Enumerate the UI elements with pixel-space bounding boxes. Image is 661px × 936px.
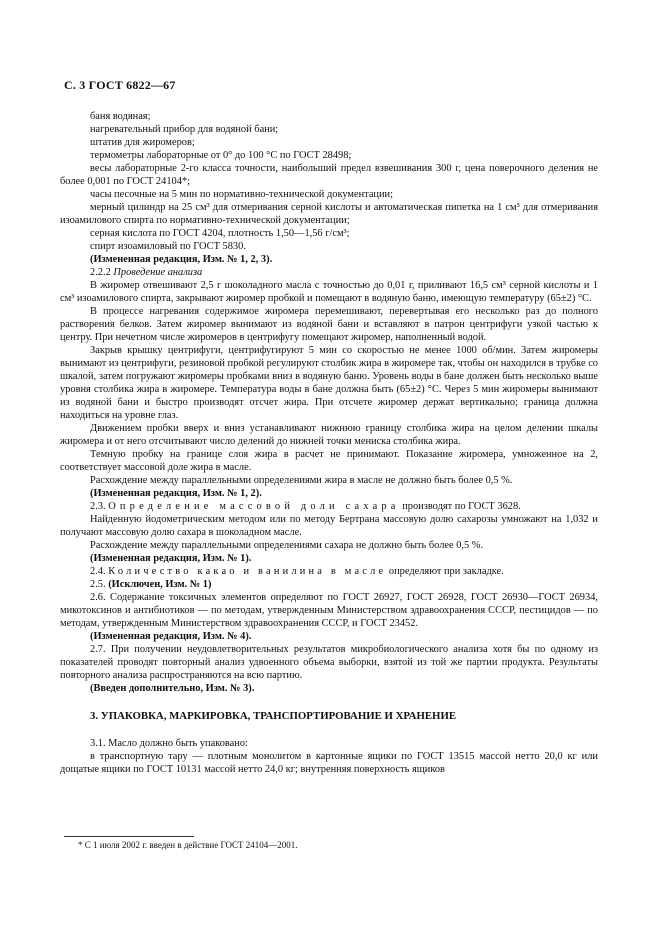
paragraph: Расхождение между параллельными определениями жира в масле не должно быть более 0,5 %. [90,475,513,486]
section-heading: 3. УПАКОВКА, МАРКИРОВКА, ТРАНСПОРТИРОВАНИЕ И ХРАНЕНИЕ [90,710,457,722]
paragraph: Темную пробку на границе слоя жира в расчет не принимают. Показание жиромера, умноженное на 2, соответствует массовой доле жира в масле. [60,449,598,473]
clause-number: 2.5. [90,579,106,590]
excluded-note: (Исключен, Изм. № 1) [108,579,212,590]
spacer [60,695,598,709]
paragraph: весы лабораторные 2-го класса точности, наибольший предел взвешивания 300 г, цена поверочного деления не более 0,001 по ГОСТ 24104*; [60,163,598,187]
paragraph: нагревательный прибор для водяной бани; [90,124,279,135]
amendment-note-text: (Измененная редакция, Изм. № 1). [90,553,252,564]
spacer [60,723,598,737]
amendment-note [60,253,598,266]
paragraph: серная кислота по ГОСТ 4204, плотность 1,50—1,56 г/см³; [90,228,350,239]
subsection-title [60,266,598,279]
amendment-note [60,552,598,565]
document-body [60,110,598,776]
amendment-note [60,630,598,643]
clause-text: производят по ГОСТ 3628. [402,501,521,512]
paragraph: Движением пробки вверх и вниз устанавливают нижнюю границу столбика жира на целом делении шкалы жиромера и от него отсчитывают число делений до нижней точки мениска столбика жира. [60,423,598,447]
clause-spaced-title: Определение массовой доли сахара [108,501,400,512]
subsection-name: Проведение анализа [113,267,203,278]
paragraph: часы песочные на 5 мин по нормативно-технической документации; [90,189,394,200]
paragraph: 2.7. При получении неудовлетворительных результатов микробиологического анализа хотя бы по одному из показателей проводят повторный анализ удвоенного объема выборки, взятой из той же партии продукта. Результаты повторного анализа распространяются на всю партию. [60,644,598,681]
paragraph: В процессе нагревания содержимое жиромера перемешивают, перевертывая его несколько раз до полного растворения белков. Затем жиромер вынимают из водяной бани и вставляют в патрон центрифуги узкой частью к центру. При нечетном числе жиромеров в центрифугу помещают жиромер, наполненный водой. [60,306,598,343]
paragraph: мерный цилиндр на 25 см³ для отмеривания серной кислоты и автоматическая пипетка на 1 см³ для отмеривания изоамилового спирта по нормативно-технической документации; [60,202,598,226]
paragraph: баня водяная; [90,111,151,122]
clause-number: 2.3. [90,501,106,512]
amendment-note-text: (Введен дополнительно, Изм. № 3). [90,683,255,694]
paragraph: штатив для жиромеров; [90,137,195,148]
paragraph: 3.1. Масло должно быть упаковано: [90,738,248,749]
amendment-note [60,682,598,695]
amendment-note-text: (Измененная редакция, Изм. № 4). [90,631,252,642]
paragraph: 2.6. Содержание токсичных элементов определяют по ГОСТ 26927, ГОСТ 26928, ГОСТ 26930—ГОСТ 26934, микотоксинов и антибиотиков — по методам, утвержденным Министерством здравоохранения СССР, пестицидов — по методам, утвержденным Министерством здравоохранения СССР, и ГОСТ 23452. [60,592,598,629]
page-header: С. 3 ГОСТ 6822—67 [64,78,176,92]
clause-spaced-title: Количество какао и ванилина в масле [108,566,387,577]
paragraph: Закрыв крышку центрифуги, центрифугируют 5 мин со скоростью не менее 1000 об/мин. Затем жиромеры вынимают из центрифуги, резиновой пробкой регулируют столбик жира в жиромере так, чтобы он находился в трубке со шкалой, затем погружают жиромеры пробками вниз в водяную баню. Уровень воды в бане должен быть несколько выше уровня столбика жира в жиромере. Температура воды в бане должна быть (65±2) °С. Через 5 мин жиромеры вынимают из водяной бани и быстро производят отсчет жира. При отсчете жиромер держат вертикально; граница должна находиться на уровне глаз. [60,345,598,421]
footnote: * С 1 июля 2002 г. введен в действие ГОСТ 24104—2001. [78,840,298,850]
paragraph: термометры лабораторные от 0° до 100 °С по ГОСТ 28498; [90,150,352,161]
paragraph: спирт изоамиловый по ГОСТ 5830. [90,241,246,252]
paragraph: Найденную йодометрическим методом или по методу Бертрана массовую долю сахарозы умножают на 1,032 и получают массовую долю сахара в шоколадном масле. [60,514,598,538]
subsection-number: 2.2.2 [90,267,111,278]
clause [60,578,598,591]
paragraph: В жиромер отвешивают 2,5 г шоколадного масла с точностью до 0,01 г, приливают 16,5 см³ серной кислоты и 1 см³ изоамилового спирта, закрывают жиромер пробкой и помещают в водяную баню, имеющую температуру (65±2) °С. [60,280,598,304]
amendment-note-text: (Измененная редакция, Изм. № 1, 2). [90,488,262,499]
clause-number: 2.4. [90,566,106,577]
footnote-divider [64,836,194,837]
paragraph: Расхождение между параллельными определениями сахара не должно быть более 0,5 %. [90,540,484,551]
clause [60,500,598,513]
amendment-note [60,487,598,500]
paragraph: в транспортную тару — плотным монолитом в картонные ящики по ГОСТ 13515 массой нетто 20,0 кг или дощатые ящики по ГОСТ 10131 массой нетто 24,0 кг; внутренняя поверхность ящиков [60,751,598,775]
clause [60,565,598,578]
amendment-note-text: (Измененная редакция, Изм. № 1, 2, 3). [90,254,273,265]
clause-text: определяют при закладке. [388,566,504,577]
